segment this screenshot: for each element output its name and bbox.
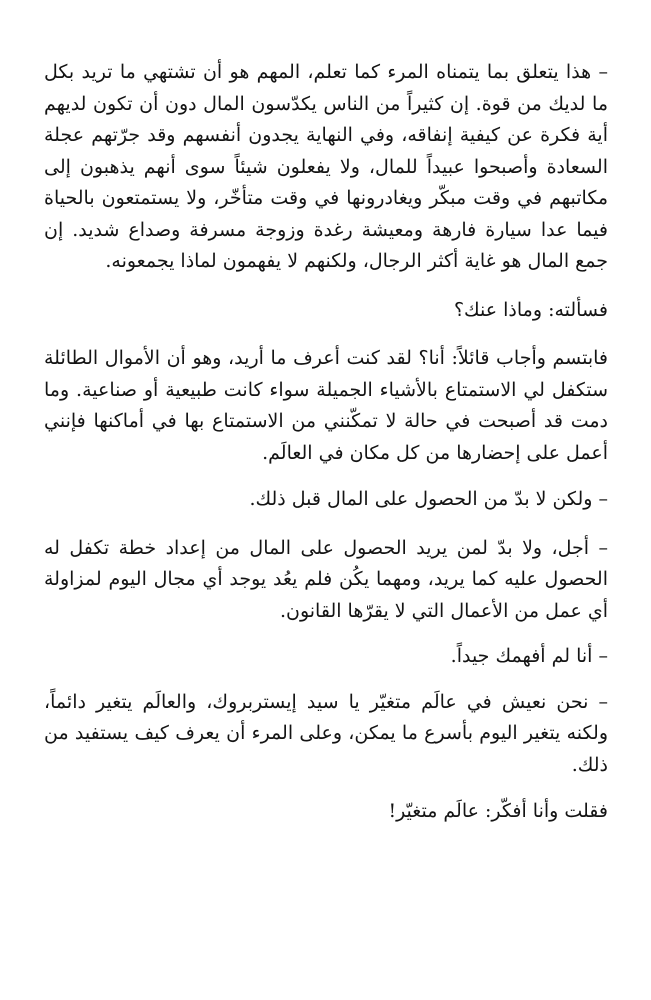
paragraph-plan: – أجل، ولا بدّ لمن يريد الحصول على المال من إعداد خطة تكفل له الحصول عليه كما يريد، ومهما يكُن فلم يعُد يوجد أي مجال اليوم لمزاولة أي عمل من الأعمال التي لا يقرّها القانون. bbox=[44, 536, 608, 622]
paragraph-changing-world: – نحن نعيش في عالَم متغيّر يا سيد إيستربروك، والعالَم يتغير دائماً، ولكنه يتغير اليوم بأسرع ما يمكن، وعلى المرء أن يعرف كيف يستفيد من ذلك. bbox=[44, 690, 608, 776]
paragraph-question: فسألته: وماذا عنك؟ bbox=[453, 298, 608, 321]
paragraph-money-first: – ولكن لا بدّ من الحصول على المال قبل ذلك. bbox=[249, 488, 608, 510]
paragraph-desire-and-money: – هذا يتعلق بما يتمناه المرء كما تعلم، المهم هو أن تشتهي ما تريد بكل ما لديك من قوة. إن كثيراً من الناس يكدّسون المال دون أن تكون لديهم أية فكرة عن كيفية إنفاقه، وفي النهاية يجدون أنفسهم وقد جرّتهم عجلة السعادة وأصبحوا عبيداً للمال، ولا يفعلون شيئاً سوى أنهم يذهبون إلى مكاتبهم في وقت مبكّر ويغادرونها في وقت متأخّر، ولا يستمتعون بالحياة فيما عدا سيارة فارهة ومعيشة رغدة وزوجة مسرفة وصداع شديد. إن جمع المال هو غاية أكثر الرجال، ولكنهم لا يفهمون لماذا يجمعونه. bbox=[44, 61, 608, 272]
paragraph-answer: فابتسم وأجاب قائلاً: أنا؟ لقد كنت أعرف ما أريد، وهو أن الأموال الطائلة ستكفل لي الاستمتاع بالأشياء الجميلة سواء كانت طبيعية أو صناعية. وما دمت قد أصبحت في حالة لا تمكّنني من الاستمتاع بها في أماكنها فإنني أعمل على إحضارها من كل مكان في العالَم. bbox=[44, 347, 608, 464]
paragraph-not-understood: – أنا لم أفهمك جيداً. bbox=[450, 645, 608, 667]
paragraph-closing-thought: فقلت وأنا أفكّر: عالَم متغيّر! bbox=[388, 800, 608, 822]
